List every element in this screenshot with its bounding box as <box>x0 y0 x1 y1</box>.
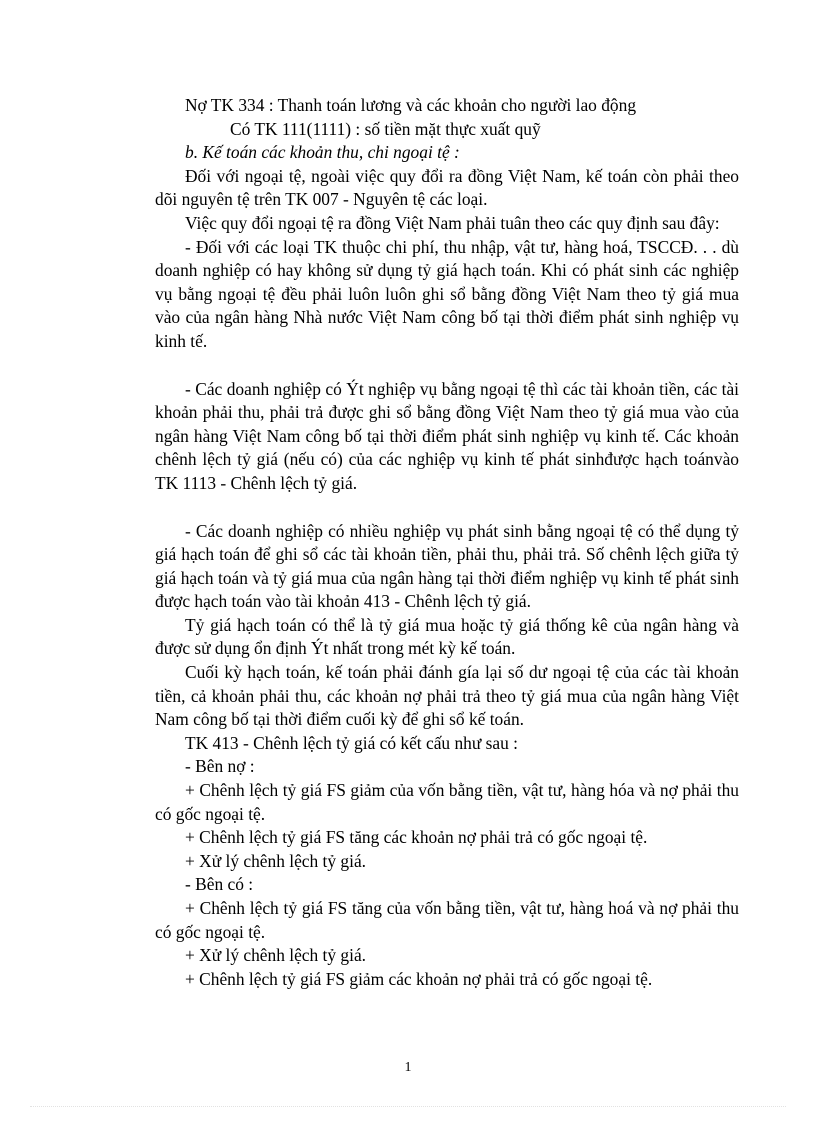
paragraph-rule-few-transactions: - Các doanh nghiệp có Ýt nghiệp vụ bằng ngoại tệ thì các tài khoản tiền, các tài khoản phải thu, phải trả được ghi sổ bằng đồng Việt Nam theo tỷ giá mua vào của ngân hàng Việt Nam công bố tại thời điểm phát sinh nghiệp vụ kinh tế. Các khoản chênh lệch tỷ giá (nếu có) của các nghiệp vụ kinh tế phát sinhđược hạch toánvào TK 1113 - Chênh lệch tỷ giá. <box>155 378 739 493</box>
credit-item-decrease-liabilities: + Chênh lệch tỷ giá FS giảm các khoản nợ phải trả có gốc ngoại tệ. <box>185 968 653 989</box>
debit-item-decrease-assets: + Chênh lệch tỷ giá FS giảm của vốn bằng tiền, vật tư, hàng hóa và nợ phải thu có gốc ngoại tệ. <box>155 780 739 824</box>
journal-entry-debit: Nợ TK 334 : Thanh toán lương và các khoản cho người lao động <box>185 95 637 115</box>
paragraph-rule-expense-accounts: - Đối với các loại TK thuộc chi phí, thu nhập, vật tư, hàng hoá, TSCCĐ. . . dù doanh nghiệp có hay không sử dụng tỷ giá hạch toán. Khi có phát sinh các nghiệp vụ bằng ngoại tệ đều phải luôn luôn ghi sổ bằng đồng Việt Nam theo tỷ giá mua vào của ngân hàng Nhà nước Việt Nam công bố tại thời điểm phát sinh nghiệp vụ kinh tế. <box>155 236 739 351</box>
heading-credit-side: - Bên có : <box>185 874 254 895</box>
heading-debit-side: - Bên nợ : <box>185 756 255 777</box>
paragraph-spacer <box>155 354 739 378</box>
journal-entry-credit: Có TK 111(1111) : số tiền mặt thực xuất quỹ <box>230 118 541 139</box>
paragraph-conversion-rules: Việc quy đổi ngoại tệ ra đồng Việt Nam phải tuân theo các quy định sau đây: <box>185 212 720 233</box>
footer-divider <box>30 1106 786 1107</box>
document-body <box>155 94 739 991</box>
debit-item-settlement: + Xử lý chênh lệch tỷ giá. <box>185 850 367 871</box>
section-heading-b: b. Kế toán các khoản thu, chi ngoại tệ : <box>185 142 460 163</box>
paragraph-spacer <box>155 496 739 520</box>
credit-item-increase-assets: + Chênh lệch tỷ giá FS tăng của vốn bằng tiền, vật tư, hàng hoá và nợ phải thu có gốc ngoại tệ. <box>155 898 739 942</box>
debit-item-increase-liabilities: + Chênh lệch tỷ giá FS tăng các khoản nợ phải trả có gốc ngoại tệ. <box>185 827 648 848</box>
page-number: 1 <box>404 1060 412 1075</box>
paragraph-accounting-rate: Tỷ giá hạch toán có thể là tỷ giá mua hoặc tỷ giá thống kê của ngân hàng và được sử dụng ổn định Ýt nhất trong mét kỳ kế toán. <box>155 614 739 659</box>
paragraph-period-end-revaluation: Cuối kỳ hạch toán, kế toán phải đánh gía lại số dư ngoại tệ của các tài khoản tiền, cả khoản phải thu, các khoản nợ phải trả theo tỷ giá mua của ngân hàng Việt Nam công bố tại thời điểm cuối kỳ để ghi sổ kế toán. <box>155 662 739 730</box>
credit-item-settlement: + Xử lý chênh lệch tỷ giá. <box>185 945 367 966</box>
paragraph-foreign-currency-intro: Đối với ngoại tệ, ngoài việc quy đổi ra đồng Việt Nam, kế toán còn phải theo dõi nguyên tệ trên TK 007 - Nguyên tệ các loại. <box>155 165 739 210</box>
paragraph-rule-many-transactions: - Các doanh nghiệp có nhiều nghiệp vụ phát sinh bằng ngoại tệ có thể dụng tỷ giá hạch toán để ghi sổ các tài khoản tiền, phải thu, phải trả. Số chênh lệch giữa tỷ giá hạch toán và tỷ giá mua của ngân hàng tại thời điểm nghiệp vụ kinh tế phát sinh được hạch toán vào tài khoản 413 - Chênh lệch tỷ giá. <box>155 520 739 612</box>
paragraph-tk413-structure: TK 413 - Chênh lệch tỷ giá có kết cấu như sau : <box>185 732 518 753</box>
